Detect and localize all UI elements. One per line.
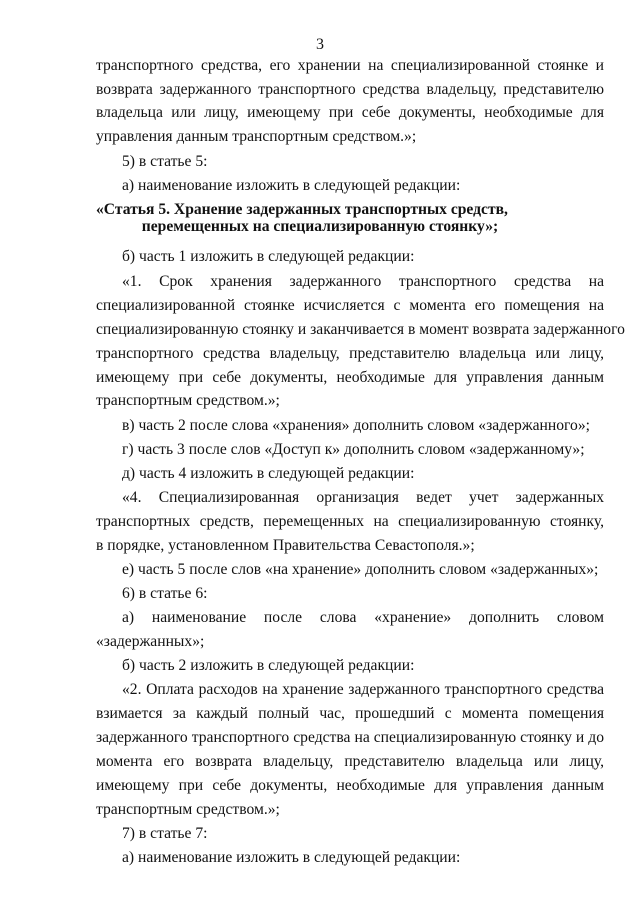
text-line: б) часть 1 изложить в следующей редакции: [122, 248, 415, 265]
text-line: б) часть 2 изложить в следующей редакции: [122, 657, 415, 674]
text-line: момента его возврата владельцу, представителю владельца или лицу, [96, 753, 604, 770]
text-line: «задержанных»; [96, 633, 205, 650]
text-line: в) часть 2 после слова «хранения» дополнить словом «задержанного»; [122, 417, 590, 434]
text-line: транспортным средством.»; [96, 392, 280, 409]
text-line: транспортных средств, перемещенных на специализированную стоянку, [96, 513, 604, 530]
text-line: г) часть 3 после слов «Доступ к» дополнить словом «задержанному»; [122, 441, 585, 458]
text-line: е) часть 5 после слов «на хранение» дополнить словом «задержанных»; [122, 561, 599, 578]
text-line: «2. Оплата расходов на хранение задержанного транспортного средства [122, 681, 604, 698]
text-line: имеющему при себе документы, необходимые для управления данным [96, 777, 604, 794]
page-number: 3 [316, 36, 324, 53]
text-line: а) наименование изложить в следующей редакции: [122, 849, 461, 866]
text-line: «4. Специализированная организация ведет учет задержанных [122, 489, 604, 506]
text-line: а) наименование после слова «хранение» дополнить словом [122, 609, 604, 626]
text-line: возврата задержанного транспортного средства владельцу, представителю [96, 81, 604, 98]
text-line: владельца или лицу, имеющему при себе документы, необходимые для [96, 104, 604, 121]
text-line: 5) в статье 5: [122, 153, 208, 170]
text-line: 6) в статье 6: [122, 585, 208, 602]
text-line: д) часть 4 изложить в следующей редакции: [122, 465, 415, 482]
text-line: специализированной стоянке исчисляется с момента его помещения на [96, 297, 604, 314]
text-line: управления данным транспортным средством.»; [96, 128, 417, 145]
text-line: транспортного средства, его хранении на специализированной стоянке и [96, 57, 604, 74]
text-line: транспортного средства владельцу, представителю владельца или лицу, [96, 345, 604, 362]
text-line: специализированную стоянку и заканчивается в момент возврата задержанного [96, 321, 625, 338]
text-line: а) наименование изложить в следующей редакции: [122, 177, 461, 194]
text-line: транспортным средством.»; [96, 801, 280, 818]
text-line: задержанного транспортного средства на специализированную стоянку и до [96, 729, 604, 746]
text-line: взимается за каждый полный час, прошедший с момента помещения [96, 705, 604, 722]
text-line: 7) в статье 7: [122, 825, 208, 842]
text-line: имеющему при себе документы, необходимые для управления данным [96, 369, 604, 386]
text-line: «1. Срок хранения задержанного транспортного средства на [122, 273, 604, 290]
article-heading-line-2: перемещенных на специализированную стоянку»; [141, 218, 499, 235]
article-heading-line-1: «Статья 5. Хранение задержанных транспортных средств, [96, 201, 508, 218]
text-line: в порядке, установленном Правительства Севастополя.»; [96, 537, 475, 554]
